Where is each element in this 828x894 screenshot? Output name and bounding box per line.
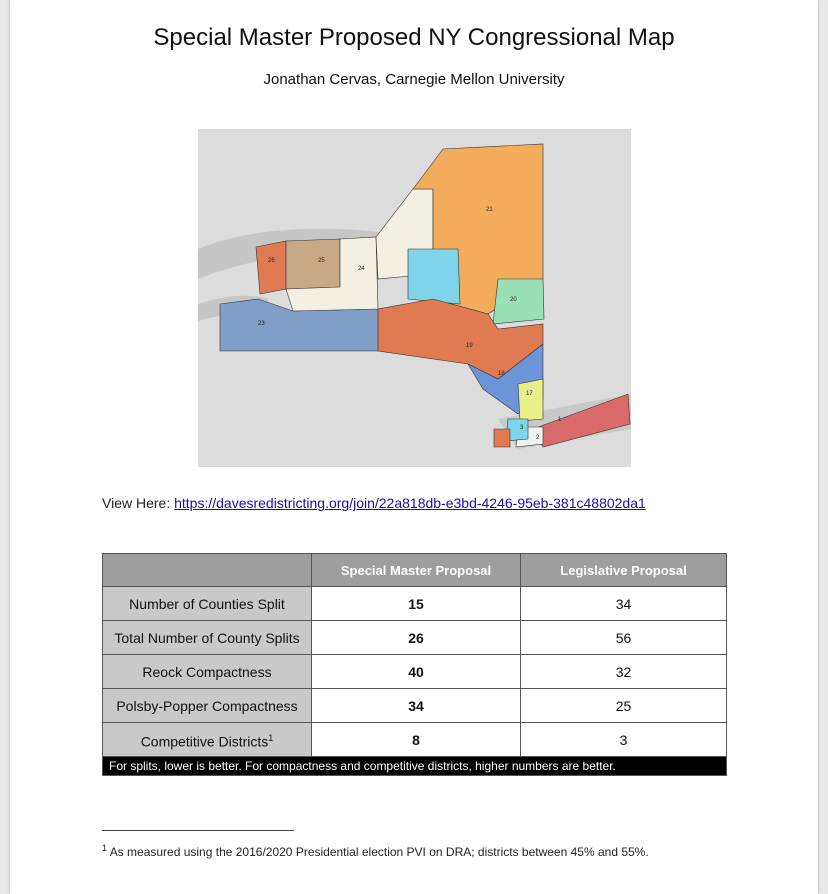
- special-value: 8: [312, 723, 521, 757]
- special-value: 26: [312, 621, 521, 655]
- row-label: Total Number of County Splits: [103, 621, 312, 655]
- label-20: 20: [510, 297, 517, 303]
- page-title: Special Master Proposed NY Congressional Map: [153, 24, 675, 51]
- ny-district-map: [198, 129, 631, 467]
- header-special-master: Special Master Proposal: [312, 554, 521, 587]
- header-blank: [103, 554, 312, 587]
- table-row: [103, 689, 727, 723]
- label-2: 2: [536, 435, 540, 441]
- table-row: [103, 621, 727, 655]
- district-25: [286, 239, 340, 289]
- dra-link[interactable]: https://davesredistricting.org/join/22a818db-e3bd-4246-95eb-381c48802da1: [174, 495, 646, 511]
- district-17: [518, 379, 543, 421]
- table-row: [103, 655, 727, 689]
- label-18: 18: [498, 371, 505, 377]
- author-line: Jonathan Cervas, Carnegie Mellon University: [263, 71, 565, 88]
- footnote-marker: 1: [268, 732, 274, 743]
- row-label: [103, 723, 312, 757]
- view-label: View Here:: [102, 495, 171, 511]
- label-23: 23: [258, 321, 265, 327]
- legislative-value: 25: [521, 689, 727, 723]
- legislative-value: 34: [521, 587, 727, 621]
- district-20: [493, 279, 544, 324]
- label-19: 19: [466, 343, 473, 349]
- label-24: 24: [358, 266, 365, 272]
- special-value: 15: [312, 587, 521, 621]
- district-26: [256, 241, 286, 294]
- legislative-value: 32: [521, 655, 727, 689]
- footnote-mark: 1: [102, 843, 108, 853]
- district-nyc: [494, 429, 510, 447]
- table-row: [103, 587, 727, 621]
- footnote-divider: [102, 830, 294, 831]
- table-row: [103, 723, 727, 757]
- table-header-row: [103, 554, 727, 587]
- table-note-row: [103, 757, 727, 776]
- row-label: Polsby-Popper Compactness: [103, 689, 312, 723]
- legislative-value: 56: [521, 621, 727, 655]
- row-label-text: Competitive Districts: [140, 733, 269, 750]
- label-1: 1: [558, 417, 562, 423]
- district-22b: [408, 249, 460, 304]
- header-legislative: Legislative Proposal: [521, 554, 727, 587]
- table-note: For splits, lower is better. For compactness and competitive districts, higher numbers are better.: [103, 757, 727, 776]
- special-value: 40: [312, 655, 521, 689]
- legislative-value: 3: [521, 723, 727, 757]
- label-26: 26: [268, 258, 275, 264]
- footnote-text: As measured using the 2016/2020 Presidential election PVI on DRA; districts between 45% and 55%.: [107, 845, 649, 859]
- row-label: Reock Compactness: [103, 655, 312, 689]
- label-3: 3: [520, 425, 524, 431]
- special-value: 34: [312, 689, 521, 723]
- footnote: [102, 843, 649, 859]
- view-link-line: [102, 495, 646, 511]
- label-17: 17: [526, 391, 533, 397]
- label-25: 25: [318, 258, 325, 264]
- comparison-table: [102, 553, 727, 776]
- label-21: 21: [486, 207, 493, 213]
- row-label: Number of Counties Split: [103, 587, 312, 621]
